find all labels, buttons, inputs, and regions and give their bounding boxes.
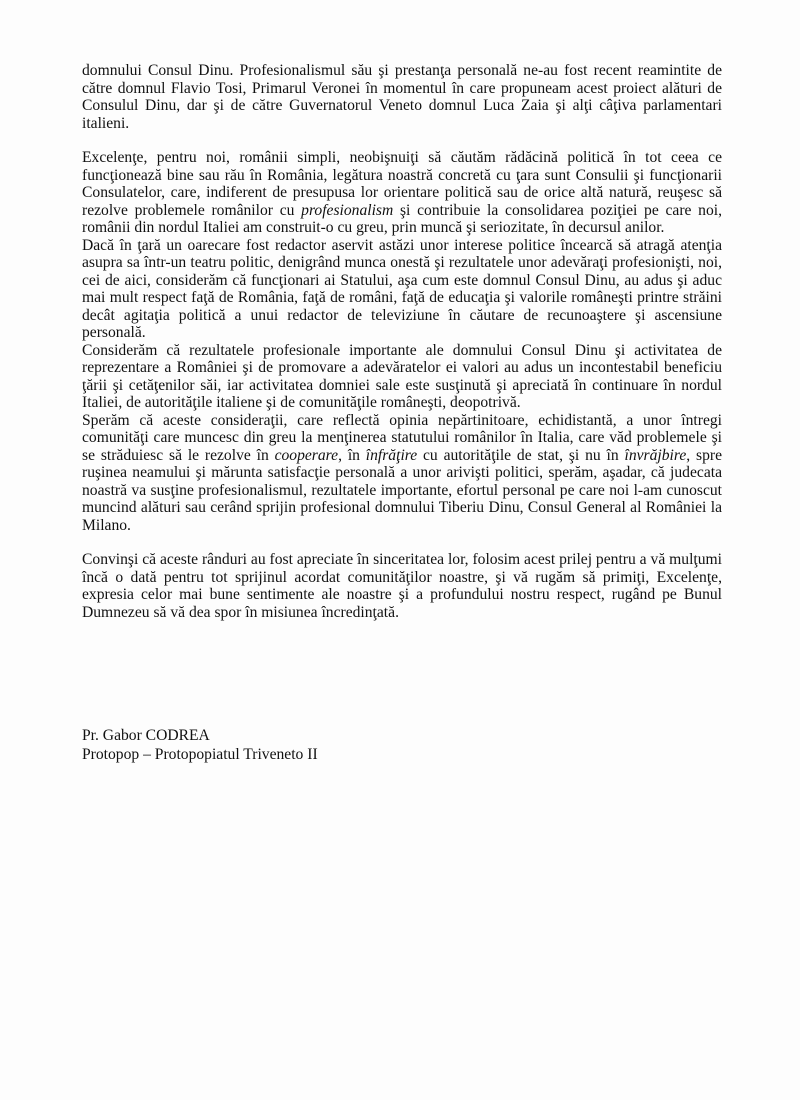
paragraph-5-emphasis-infratire: înfrăţire — [365, 446, 418, 464]
letter-body — [82, 62, 722, 621]
paragraph-6-text: Convinşi că aceste rânduri au fost apreciate în sinceritatea lor, folosim acest prilej pentru a vă mulţumi încă o dată pentru tot sprijinul acordat comunităţilor noastre, şi vă rugăm să primiţi, Excelenţe, expresia celor mai bune sentimente ale noastre şi a profundului nostru respect, rugând pe Bunul Dumnezeu să vă dea spor în misiunea încredinţată. — [82, 551, 722, 621]
paragraph-1 — [82, 62, 722, 132]
paragraph-5-text-c: cu autorităţile de stat, şi nu în — [417, 446, 625, 464]
paragraph-2-text-a: Excelenţe, pentru noi, românii simpli, neobişnuiţi să căutăm rădăcină politică în tot ceea ce funcţionează bine sau rău în România, legătura noastră concretă cu ţara sunt Consulii şi funcţionarii Consulatelor, care, indiferent de presupusa lor orientare politică sau de orice altă natură, reuşesc să rezolve problemele românilor cu — [82, 149, 722, 219]
paragraph-5-text-d: , spre ruşinea neamului şi mărunta satisfacţie personală a unor arivişti politici, sperăm, aşadar, că judecata noastră va susţine profesionalismul, rezultatele importante, efortul personal pe care noi l-am cunoscut muncind alături sau cerând sprijin profesional domnului Tiberiu Dinu, Consul General al României la Milano. — [82, 446, 722, 534]
signature-name: Pr. Gabor CODREA — [82, 727, 210, 744]
paragraph-2-emphasis-profesionalism: profesionalism — [301, 201, 394, 219]
paragraph-4-text: Considerăm că rezultatele profesionale importante ale domnului Consul Dinu şi activitatea de reprezentare a României şi de promovare a adevăratelor ei valori au adus un incontestabil beneficiu ţării şi cetăţenilor săi, iar activitatea domniei sale este susţinută şi apreciată în continuare în nordul Italiei, de autorităţile italiene şi de comunităţile româneşti, deopotrivă. — [82, 341, 722, 411]
signature-block — [82, 726, 682, 764]
paragraph-6 — [82, 551, 722, 621]
signature-title: Protopop – Protopopiatul Triveneto II — [82, 746, 318, 763]
paragraph-5-emphasis-invrajbire: învrăjbire — [624, 446, 687, 464]
paragraph-5 — [82, 412, 722, 535]
paragraph-5-text-b: , în — [338, 446, 366, 464]
paragraph-2-text-b: şi contribuie la consolidarea poziţiei pe care noi, românii din nordul Italiei am construit-o cu greu, prin muncă şi seriozitate, în decursul anilor. — [82, 201, 722, 236]
paragraph-4 — [82, 342, 722, 412]
paragraph-5-emphasis-cooperare: cooperare — [274, 446, 339, 464]
paragraph-3-text: Dacă în ţară un oarecare fost redactor aservit astăzi unor interese politice încearcă să atragă atenţia asupra sa într-un teatru politic, denigrând munca onestă şi rezultatele unor adevăraţi profesionişti, noi, cei de aici, considerăm că funcţionari ai Statului, aşa cum este domnul Consul Dinu, au adus şi aduc mai mult respect faţă de România, faţă de români, faţă de educaţia şi valorile româneşti printre străini decât agitaţia politică a unui redactor de televiziune în căutare de recunoaştere şi ascensiune personală. — [82, 236, 722, 341]
paragraph-1-text: domnului Consul Dinu. Profesionalismul său şi prestanţa personală ne-au fost recent reamintite de către domnul Flavio Tosi, Primarul Veronei în momentul în care propuneam acest proiect alături de Consulul Dinu, dar şi de către Guvernatorul Veneto domnul Luca Zaia şi alţi câţiva parlamentari italieni. — [82, 62, 722, 132]
paragraph-2 — [82, 149, 722, 237]
paragraph-5-text-a: Sperăm că aceste consideraţii, care reflectă opinia nepărtinitoare, echidistantă, a unor întregi comunităţi care muncesc din greu la menţinerea statutului românilor în Italia, care văd problemele şi se străduiesc să le rezolve în — [82, 411, 722, 464]
paragraph-3 — [82, 237, 722, 342]
